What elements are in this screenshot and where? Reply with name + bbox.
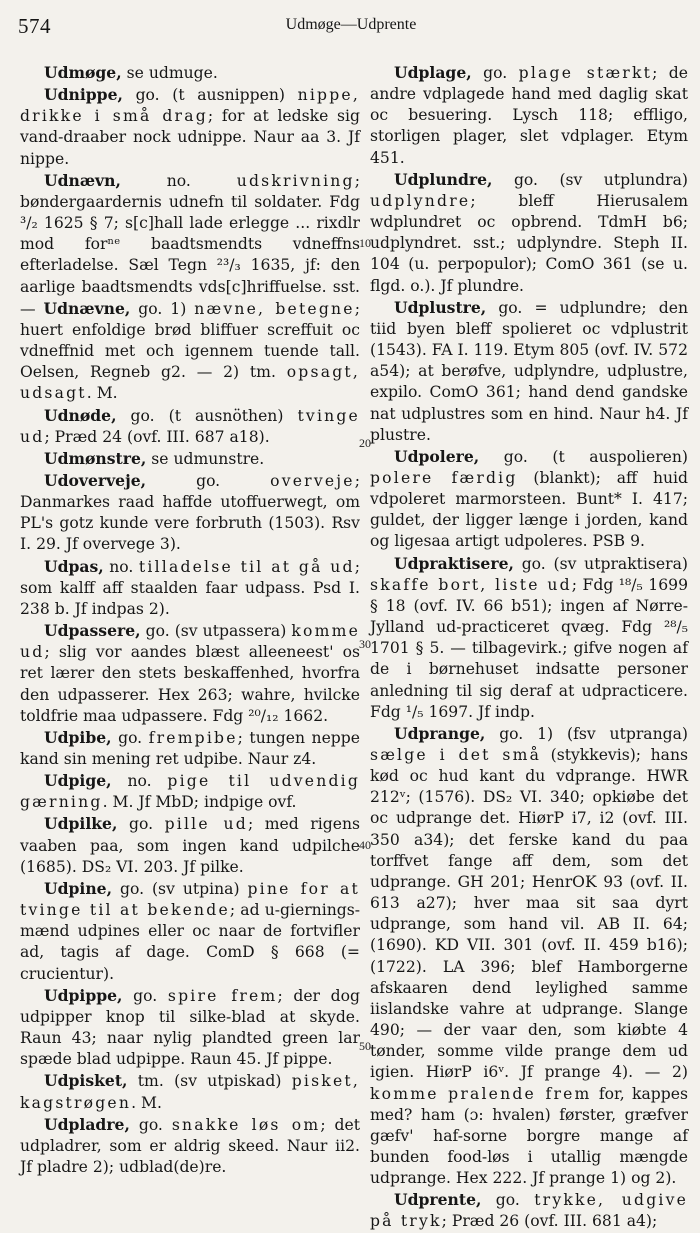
dictionary-entry [370,62,688,169]
entry-text: ; huert enfoldige brød bliffuer screffuit oc vdneffnid met och igennem tuende tall. Oelsen, Regneb g2. — 2) tm. [20,299,360,382]
dictionary-entry [20,813,360,877]
entry-text: ; tungen neppe kand sin mening ret udpibe. Naur z4. [20,728,360,768]
dictionary-entry [20,727,360,770]
entry-text: ; der dog udpipper knop til silke-blad at skyde. Raun 43; naar nylig plandted green lar spæde blad udpippe. Raun 45. Jf pippe. [20,986,361,1069]
headword: Udprente, [394,1190,482,1210]
gloss: tilladelse til at gå ud [138,557,355,576]
headword: Udpine, [44,878,113,898]
headword: Udpassere, [44,621,141,641]
entry-text: go. [111,728,149,747]
entry-text: . M. [86,384,118,403]
gloss: pisket, kagstrøgen [20,1072,360,1112]
headword: Udpisket, [44,1071,128,1091]
headword: Udpippe, [44,985,123,1005]
page-header [18,14,684,38]
dictionary-entry [370,723,688,1189]
entry-text: ; Præd 24 (ovf. III. 687 a18). [44,427,270,446]
entry-text: ; Fdg ¹⁸/₅ 1699 § 18 (ovf. IV. 66 b51); ingen af Nørre-Jylland ud-practiceret qvæg. Fdg ²⁸/₅ 1701 § 5. — tilbagevirk.; gifve nogen af de i børnehuset indsatte personer anledning til sig deraf at udpracticere. Fdg ¹/₅ 1697. Jf indp. [370,575,688,721]
gloss: komme pralende frem [370,1084,592,1103]
entry-text: go. [481,1191,535,1210]
entry-text: ; bleff Hierusalem wdplundret oc opbrend. TdmH b6; udplyndret. sst.; udplyndre. Steph II. 104 (u. perpopulor); ComO 361 (se u. flgd. o.). Jf plundre. [370,191,688,295]
entry-text: ; det udpladrer, som er aldrig skeed. Naur ii2. Jf pladre 2); udblad(de)re. [20,1115,361,1176]
dictionary-entry [20,1114,360,1178]
headword: Udplage, [394,63,472,82]
entry-text: go. [471,64,519,82]
left-column [20,62,361,1176]
right-column [370,62,689,1231]
entry-text: ; slig vor aandes blæst alleeneest' os ret lærer den stets beskaffenhed, hvorfra den udpasserer. Hex 263; wahre, hvilcke toldfrie maa udpassere. Fdg ²⁰/₁₂ 1662. [20,643,360,725]
dictionary-entry [370,169,688,297]
entry-text: go. (t ausnippen) [122,86,298,105]
gloss: udskrivning [236,171,355,190]
dictionary-entry [370,553,688,723]
entry-text: ; for at ledske sig vand-draaber nock udnippe. Naur aa 3. Jf nippe. [20,107,361,168]
entry-text: go. (t auspolieren) [479,447,688,466]
entry-text: go. 1) (fsv utpranga) [485,724,688,743]
gloss: komme ud [20,622,360,662]
entry-text: no. [103,557,139,576]
gloss: pige til udvendig gærning [20,772,361,812]
gloss: snakke løs om [171,1115,321,1134]
dictionary-entry [370,297,688,446]
dictionary-entry [20,770,360,813]
entry-text: (blankt); aff huid vdpoleret marmorsteen. Bunt* I. 417; guldet, der ligger længe i jorden, kand og ligesaa artigt udpoleres. PSB 9. [370,468,688,551]
headword: Udmøge, [44,63,122,82]
line-number: 50 [359,1039,371,1053]
entry-text: se udmunstre. [146,449,265,468]
dictionary-entry [20,620,360,727]
gloss: pine for at tvinge til at bekende [20,879,360,920]
headword: Udpolere, [394,446,480,466]
entry-text: go. [122,986,168,1005]
dictionary-entry [20,170,360,405]
entry-text: se udmuge. [121,64,218,82]
entry-text: for, kappes med? ham (ɔ: hvalen) førster, græfver gæfv' haf-sorne borgre mange af bunden food-løs i utallig mængde udprange. Hex 222. Jf prange 1) og 2). [370,1084,689,1188]
entry-text: go. [117,815,165,834]
entry-text: go. (t ausnöthen) [116,406,298,425]
entry-text: . M. [131,1093,162,1112]
headword: Udpraktisere, [394,553,514,573]
headword: Udnøde, [44,405,117,425]
headword: Udplustre, [394,297,487,317]
sub-headword: Udnævne, [43,298,131,318]
headword: Udpige, [44,771,112,791]
gloss: frempibe [148,728,238,747]
gloss: opsagt, udsagt [20,363,360,403]
gloss: skaffe bort, liste ud [370,575,572,594]
dictionary-entry [370,446,688,553]
gloss: spire frem [167,986,278,1005]
entry-text: go. (sv utpassera) [140,622,292,641]
dictionary-entry [20,62,360,84]
headword: Udoverveje, [44,470,147,490]
headword: Udmønstre, [44,448,147,468]
dictionary-entry [20,470,360,556]
gloss: pille ud [164,815,248,834]
headword: Udpibe, [44,727,112,747]
line-number: 20 [359,436,371,450]
entry-text: go. 1) [130,299,195,318]
entry-text: tm. (sv utpiskad) [127,1072,292,1091]
headword: Udpladre, [44,1114,130,1134]
dictionary-entry [20,405,360,448]
gloss: udplyndre [370,191,471,210]
gloss: nippe, drikke i små drag [20,86,360,126]
dictionary-entry [20,448,360,470]
dictionary-entry [20,985,360,1071]
entry-text: ; bøndergaardernis udnefn til soldater. Fdg ³/₂ 1625 § 7; s[c]hall lade erlegge ... rixdlr mod forⁿᵉ baadtsmendts vdneffns efterladelse. Sæl Tegn ²³/₃ 1635, jf: den aarlige baadtsmendts vds[c]hriffuelse. sst. — [20,171,360,318]
entry-text: ; ad u-giernings-mænd udpines eller oc naar de fortvifler ad, tagis af dage. ComD § 668 (= crucientur). [20,901,360,983]
entry-text: go. = udplundre; den tiid byen bleff spolieret oc vdplustrit (1543). FA I. 119. Etym 805 (ovf. IV. 572 a54); at berøfve, udplyndre, udplustre, expilo. ComO 361; hand dend gandske nat udplustres som en hind. Naur h4. Jf plustre. [370,298,688,444]
line-number: 10 [359,236,371,250]
headword: Udprange, [394,723,486,743]
headword: Udnippe, [44,85,123,105]
dictionary-entry [20,878,360,985]
dictionary-entry [20,84,360,170]
dictionary-entry [20,1070,360,1113]
entry-text: go. [146,471,271,490]
entry-text: ; de andre vdplagede hand med daglig skat oc besuering. Lysch 118; effligo, storligen plager, slet vdplager. Etym 451. [370,64,689,167]
entry-text: no. [120,171,237,190]
gloss: tvinge ud [20,406,360,446]
line-number: 40 [359,838,371,852]
entry-text: go. (sv utplundra) [492,170,688,189]
entry-text: go. (sv utpina) [112,879,248,898]
line-number: 30 [359,637,371,651]
headword: Udplundre, [394,169,493,189]
gloss: overveje [270,471,355,490]
headword: Udpas, [44,556,104,576]
headword: Udnævn, [44,170,121,190]
entry-text: go. (sv utpraktisera) [513,554,688,573]
gloss: sælge i det små [370,746,542,764]
headword: Udpilke, [44,814,118,834]
entry-text: ; med rigens vaaben paa, som ingen kand udpilche (1685). DS₂ VI. 203. Jf pilke. [20,815,360,876]
entry-text: go. [129,1115,172,1134]
gloss: polere færdig [370,468,518,487]
entry-text: . M. Jf MbD; indpige ovf. [102,793,297,812]
dictionary-entry [20,556,360,620]
dictionary-entry [370,1189,688,1232]
entry-text: no. [111,772,168,791]
gloss: trykke, udgive på tryk [370,1191,689,1231]
entry-text: ; som kalff aff staalden faar udpass. Psd I. 238 b. Jf indpas 2). [20,557,360,618]
entry-text: ; Præd 26 (ovf. III. 681 a4); [441,1212,658,1231]
running-head: Udmøge—Udprente [285,16,417,33]
gloss: nævne, betegne [194,299,355,318]
entry-text: ; Danmarkes raad haffde utoffuerwegt, om PL's gotz kunde vere forbruth (1503). Rsv I. 29. Jf overvege 3). [20,471,360,554]
entry-text: (stykkevis); hans kød oc hud kant du vdprange. HWR 212ᵛ; (1576). DS₂ VI. 340; opkiøbe det oc udprange det. HiørP i7, i2 (ovf. III. 350 a34); det ferske kand du paa torffvet fange aff dem, som det udprange. GH 201; HenrOK 93 (ovf. II. 613 a27); hver maa sit saa dyrt udprange, som hand vil. AB II. 64; (1690). KD VII. 301 (ovf. II. 459 b16); (1722). LA 396; blef Hamborgerne afskaaren dend leylighed samme iislandske vahre at udprange. Slange 490; — der vaar den, som kiøbte 4 tønder, somme vilde prange dem ud igien. HiørP i6ᵛ. Jf prange 4). — 2) [370,746,688,1082]
page-number: 574 [18,14,51,38]
gloss: plage stærkt [518,64,653,82]
